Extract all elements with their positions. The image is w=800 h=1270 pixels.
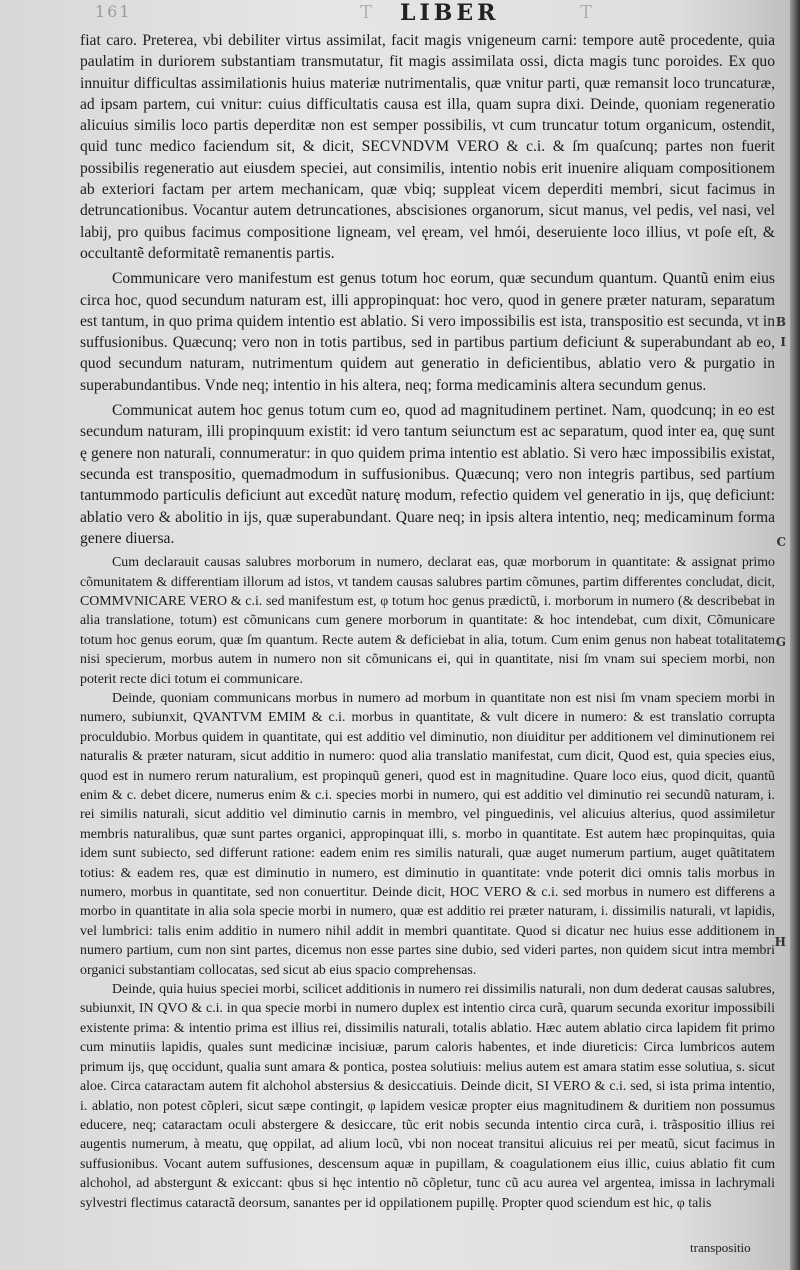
commentary-paragraph: Deinde, quoniam communicans morbus in numero ad morbum in quantitate non est nisi ſm vnam speciem morbi in numero, subiunxit, QVANTVM EMIM & c.i. morbus in quantitate, & vult dicere in numero: & est translatio corrupta proculdubio. Morbus quidem in quantitate, qui est additio vel diminutio, non diuiditur per additionem vel diminutionem rei naturalis & præter naturam, sicut additio in numero: quod alia translatio manifestat, cum dicit, Quod est, quia species eius, quod est in numero rerum naturalium, est propinquũ generi, quod est in magnitudine. Quare loco eius, quod dicit, quantũ enim & c. debet dicere, numerus enim & c.i. species morbi in numero, qui est additio vel diminutio rei secundũ naturam, i. rei similis naturali, sicut additio vel diminutio carnis in membro, vel pinguedinis, vel alicuius alterius, quod assimiletur membris naturalibus, quæ sunt partes organici, appropinquat illi, s. morbo in quantitate. Est autem hæc propinquitas, quia idem sunt subiecto, sed differunt ratione: eadem enim res similis naturali, quæ auget numerum partium, auget quãtitatem totius: & eadem res, quæ est diminutio in numero, est diminutio in quantitate: vnde poterit dici omnis talis morbus in numero, morbus in quantitate, sed non conuertitur. Deinde dicit, HOC VERO & c.i. sed morbus in numero est differens a morbo in quantitate in alia sola specie morbi in numero, quæ est additio rei præter naturam, i. dissimilis naturali, vt lapidis, vel lumbrici: talis enim additio in numero nihil addit in membri quantitate. Quod si dicatur nec huius esse additionem in numero partium, cum non sint partes, dicemus non esse partes sine dubio, sed videri partes, non quidem sicut intra membri organici substantiam collocatas, sed sicut ab eius spacio comprehensas.: [80, 690, 775, 978]
paragraph-communicare: Communicare vero manifestum est genus totum hoc eorum, quæ secundum quantum. Quantũ enim eius circa hoc, quod secundum naturam est, illi appropinquat: hoc vero, quod in genere præter naturam, separatum est tantum, in quo prima quidem intentio est ablatio. Si vero impossibilis est ista, transpositio est secunda, vt in suffusionibus. Quæcunq; vero non in totis partibus, sed in partibus partium deficiunt & superabundant ab eo, quod secundum naturam, nutrimentum quidem aut generatio in deficientibus, ablatio vero & purgatio in superabundantibus. Vnde neq; intentio in his altera, neq; forma medicaminis altera secundum genus.: [80, 270, 775, 394]
main-text-column: [80, 30, 775, 1213]
margin-letter: B: [775, 315, 786, 329]
running-head: LIBER: [400, 0, 500, 26]
page-gutter-shadow: [790, 0, 800, 1270]
paragraph-communicat: Communicat autem hoc genus totum cum eo, quod ad magnitudinem pertinet. Nam, quodcunq; in eo est secundum naturam, illi propinquum existit: id vero tantum seiunctum est ac separatum, quod inter ea, quę sunt ę genere non naturali, connumeratur: in quo quidem prima intentio est ablatio. Si vero hæc impossibilis existat, secunda est transpositio, quemadmodum in suffusionibus. Quæcunq; vero non integris partibus, sed partium tantummodo particulis deficiunt aut excedũt naturę modum, refectio quidem vel generatio in ijs, quę deficiunt: ablatio vero & abolitio in ijs, quæ superabundant. Quare neq; in ipsis altera intentio, neq; medicaminum forma genere diuersa.: [80, 402, 775, 547]
page-header: [0, 0, 800, 30]
margin-letter: C: [776, 535, 786, 549]
show-through-letter: T: [360, 2, 379, 23]
folio-number: 161: [95, 2, 132, 21]
catchword: transpositio: [690, 1240, 751, 1255]
commentary-paragraph: Deinde, quia huius speciei morbi, scilicet additionis in numero rei dissimilis naturali, non dum dederat causas salubres, subiunxit, IN QVO & c.i. in qua specie morbi in numero duplex est intentio circa curã, quarum secunda exoritur impossibili existente prima: & intentio prima est illius rei, dissimilis naturali, totalis ablatio. Hæc autem ablatio circa lapidem fit primo cum minutiis lapidis, quales sunt medicinæ incisiuæ, parum caloris habentes, et inde diureticis: Circa lumbricos autem primum ijs, quę occidunt, qualia sunt amara & pontica, postea solutiuis: melius autem est amara statim esse solutiua, s. sicut aloe. Circa cataractam autem fit alchohol abstersius & desiccatiuis. Deinde dicit, SI VERO & c.i. sed, si ista prima intentio, i. ablatio, non potest cõpleri, sicut sæpe contingit, φ lapidem vesicæ propter eius magnitudinem & duritiem non possumus educere, neq; cataractam oculi abstergere & desiccare, tũc erit nobis secunda intentio circa curã, i. trãspositio illius rei augentis numerum, à meatu, quę oppilat, ad alium locũ, vbi non noceat transitui alicuius rei per meatũ, sicut facimus in suffusionibus. Vocant autem suffusiones, descensum aquæ in pupillam, & coagulationem eius illic, cuius ablatio fit cum alchohol, ad abstergunt & exiccant: qbus si hęc intentio nõ cõpletur, tunc cũ acu aurea vel argentea, imissa in lachrymali sylvestri flectimus cataractã deorsum, sanantes per id oppilationem pupillę. Propter quod sciendum est hic, φ talis: [80, 982, 775, 1211]
commentary-paragraph: Cum declarauit causas salubres morborum in numero, declarat eas, quæ morborum in quantitate: & assignat primo cõmunitatem & differentiam illorum ad istos, vt tandem causas salubres partim cõmunes, partim differentes concludat, dicit, COMMVNICARE VERO & c.i. sed manifestum est, φ totum hoc genus prædictũ, i. morborum in numero (& describebat in alia translatione, totum) est cõmunicans cum genere morborum in quantitate: & hoc intendebat, cum dixit, Cõmunicare totum hoc genus eorum, quæ ſm quantum. Recte autem & deficiebat in alia, totum. Cum enim genus non habeat totalitatem nisi specierum, morbus autem in numero non sit cõmunicans ei, qui in quantitate, nisi ſm vnam sui speciem morbi, non poterit recte dici totum ei communicare.: [80, 555, 775, 687]
show-through-letter: T: [580, 2, 599, 23]
margin-letter: H: [774, 935, 786, 949]
margin-letter: I: [780, 335, 786, 349]
paragraph-continuation: fiat caro. Preterea, vbi debiliter virtus assimilat, facit magis vnigeneum carni: tempore autẽ procedente, quia paulatim in duriorem substantiam transmutatur, fit magis assimilata ossi, dicta magis tunc poroides. Ex quo innuitur difficultas assimilationis huius materiæ nutrimentalis, quæ vnitur parti, quæ remansit loco truncaturæ, ad ipsam partem, cui vnitur: cuius difficultatis causa est illa, quam supra dixi. Deinde, quoniam regeneratio alicuius similis loco partis deperditæ non est semper possibilis, vt cum truncatur totum organicum, ostendit, quid tunc medico faciendum sit, & dicit, SECVNDVM VERO & c.i. & ſm quaſcunq; partes non fuerit possibilis regeneratio aut eiusdem speciei, aut consimilis, intentio nobis erit inuenire aliquam compositionem ab exteriori factam per artem mechanicam, quæ vbiq; suppleat vicem deperditi membri, sicut facimus in detruncationibus. Vocantur autem detruncationes, abscisiones organorum, sicut manus, vel pedis, vel nasi, vel labij, pro quibus facimus compositione ligneam, vel ęream, vel hmói, deseruiente loco illius, vt poſe eſt, & occultantẽ deformitatẽ remanentis partis.: [80, 32, 775, 262]
margin-letter: G: [775, 635, 786, 649]
